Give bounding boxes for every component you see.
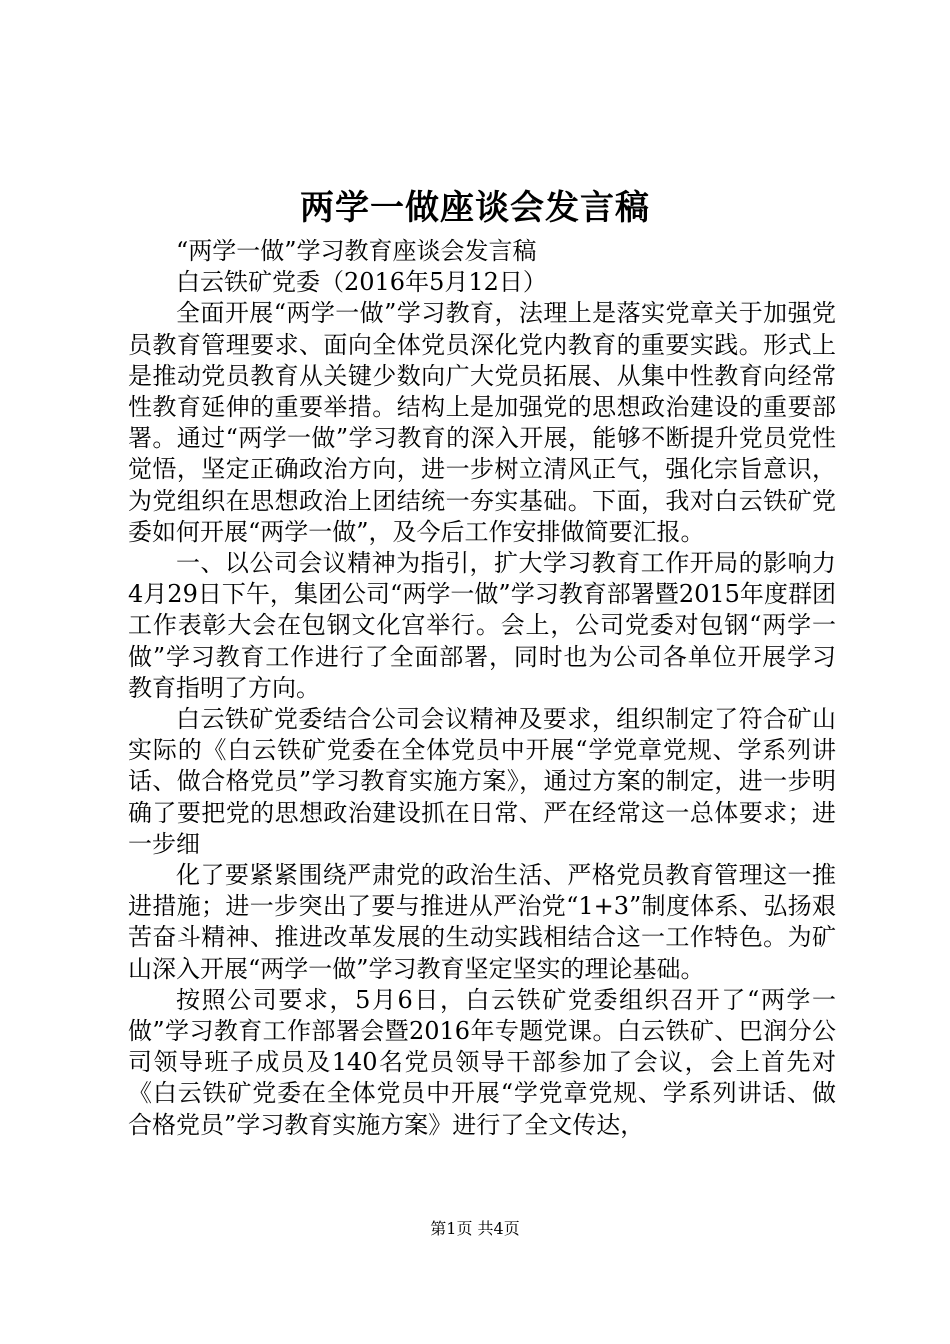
body-paragraph: 白云铁矿党委结合公司会议精神及要求，组织制定了符合矿山实际的《白云铁矿党委在全体党员中开展“学党章党规、学系列讲话、做合格党员”学习教育实施方案》，通过方案的制定，进一步明确了要把党的思想政治建设抓在日常、严在经常这一总体要求；进一步细	[128, 705, 836, 858]
body-paragraph: 按照公司要求，5月6日，白云铁矿党委组织召开了“两学一做”学习教育工作部署会暨2016年专题党课。白云铁矿、巴润分公司领导班子成员及140名党员领导干部参加了会议，会上首先对《白云铁矿党委在全体党员中开展“学党章党规、学系列讲话、做合格党员”学习教育实施方案》进行了全文传达，	[128, 985, 836, 1139]
body-paragraph: 一、以公司会议精神为指引，扩大学习教育工作开局的影响力4月29日下午，集团公司“两学一做”学习教育部署暨2015年度群团工作表彰大会在包钢文化宫举行。会上，公司党委对包钢“两学一做”学习教育工作进行了全面部署，同时也为公司各单位开展学习教育指明了方向。	[128, 549, 836, 702]
page-number-footer: 第1页 共4页	[430, 1219, 520, 1238]
body-paragraph: 化了要紧紧围绕严肃党的政治生活、严格党员教育管理这一推进措施；进一步突出了要与推进从严治党“1+3”制度体系、弘扬艰苦奋斗精神、推进改革发展的生动实践相结合这一工作特色。为矿山深入开展“两学一做”学习教育坚定坚实的理论基础。	[128, 861, 836, 983]
body-paragraph: 全面开展“两学一做”学习教育，法理上是落实党章关于加强党员教育管理要求、面向全体党员深化党内教育的重要实践。形式上是推动党员教育从关键少数向广大党员拓展、从集中性教育向经常性教育延伸的重要举措。结构上是加强党的思想政治建设的重要部署。通过“两学一做”学习教育的深入开展，能够不断提升党员党性觉悟，坚定正确政治方向，进一步树立清风正气，强化宗旨意识，为党组织在思想政治上团结统一夯实基础。下面，我对白云铁矿党委如何开展“两学一做”，及今后工作安排做简要汇报。	[128, 299, 836, 546]
page-title: 两学一做座谈会发言稿	[300, 188, 650, 228]
document-body	[128, 236, 836, 1141]
subtitle-paragraph: “两学一做”学习教育座谈会发言稿	[176, 237, 537, 265]
author-date-paragraph: 白云铁矿党委（2016年5月12日）	[176, 268, 547, 297]
